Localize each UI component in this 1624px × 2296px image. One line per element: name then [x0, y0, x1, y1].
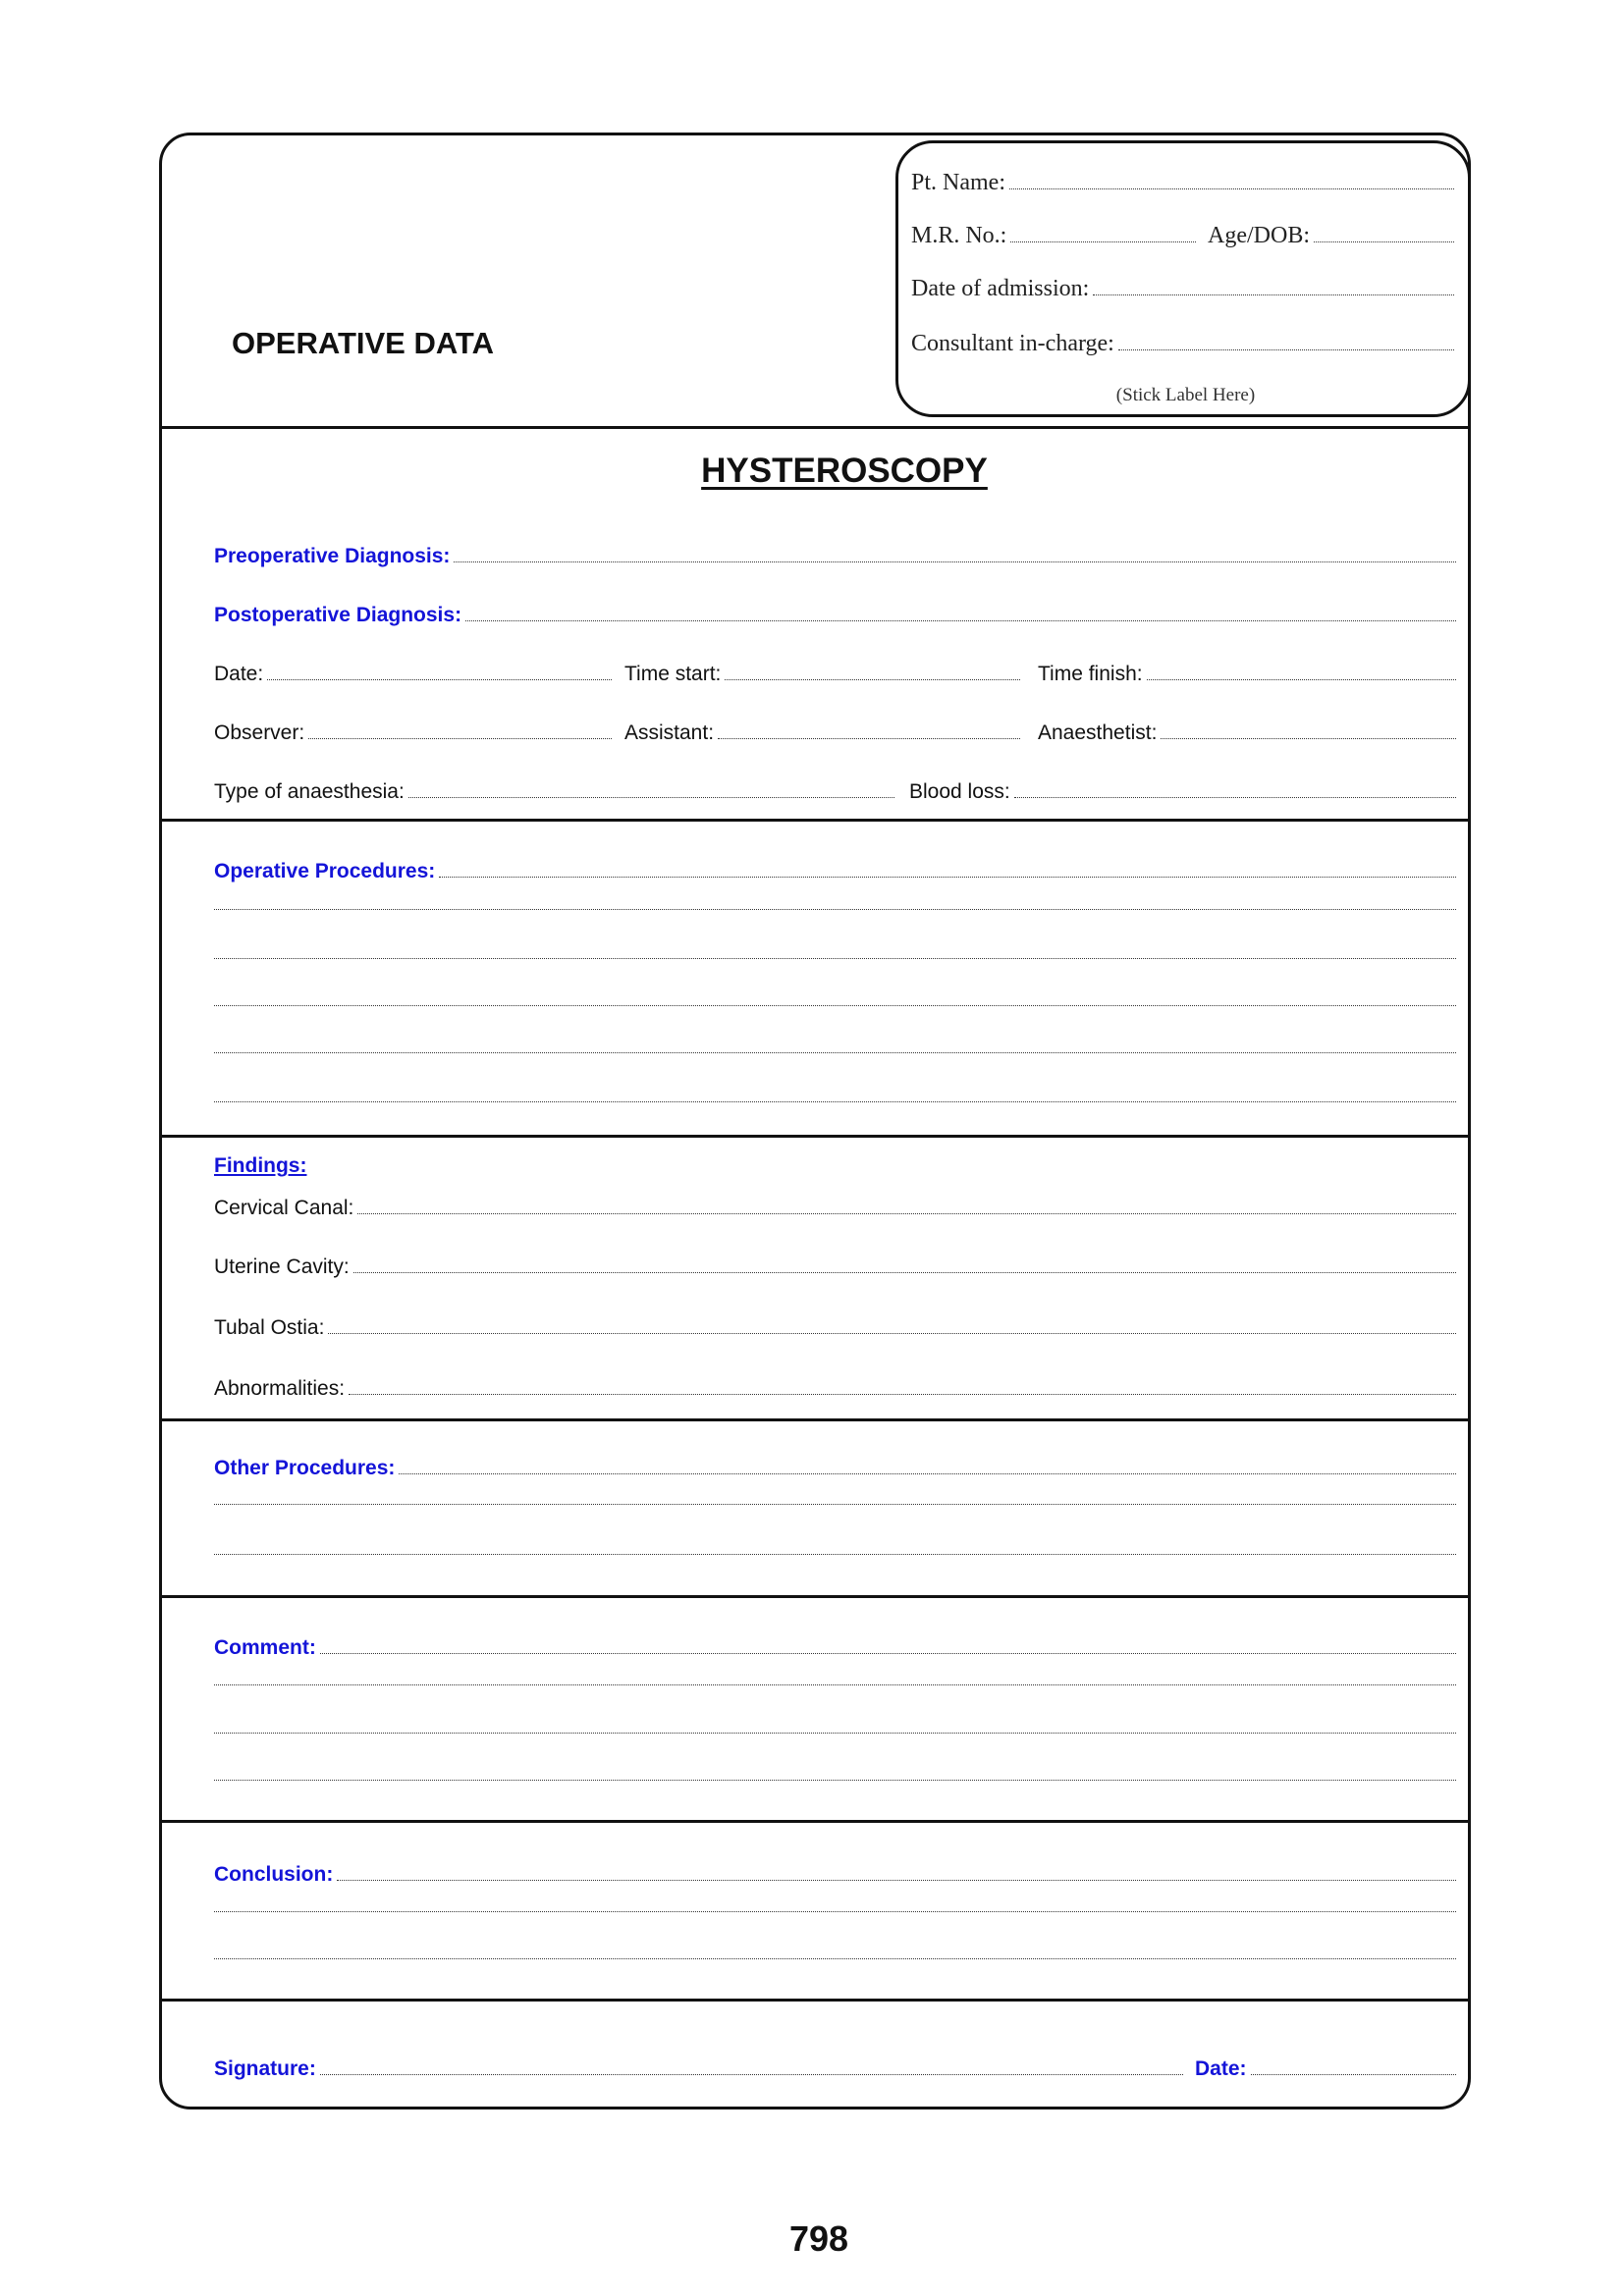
stick-label-note: (Stick Label Here): [1115, 385, 1256, 405]
operative-procedures-line[interactable]: [214, 1101, 1456, 1131]
divider: [159, 1418, 1471, 1421]
time-start-label: Time start:: [624, 663, 722, 685]
other-procedures-field[interactable]: [214, 1457, 1456, 1486]
divider: [159, 426, 1471, 429]
mr-no-field[interactable]: [911, 223, 1196, 252]
divider: [159, 1135, 1471, 1138]
other-procedures-label: Other Procedures:: [214, 1457, 396, 1479]
operative-procedures-label: Operative Procedures:: [214, 860, 436, 882]
uterine-cavity-label: Uterine Cavity:: [214, 1255, 350, 1278]
consultant-label: Consultant in-charge:: [911, 331, 1114, 356]
other-procedures-line[interactable]: [214, 1504, 1456, 1533]
operative-procedures-line[interactable]: [214, 958, 1456, 988]
type-of-anaesthesia-field[interactable]: [214, 780, 894, 810]
time-start-field[interactable]: [624, 663, 1020, 692]
operative-procedures-line[interactable]: [214, 1052, 1456, 1082]
divider: [159, 1595, 1471, 1598]
findings-heading: [214, 1154, 306, 1184]
cervical-canal-label: Cervical Canal:: [214, 1197, 354, 1219]
blood-loss-label: Blood loss:: [909, 780, 1010, 803]
comment-label: Comment:: [214, 1636, 316, 1659]
mr-no-label: M.R. No.:: [911, 223, 1007, 248]
comment-line[interactable]: [214, 1733, 1456, 1762]
comment-field[interactable]: [214, 1636, 1456, 1666]
consultant-field[interactable]: [911, 331, 1454, 360]
blood-loss-field[interactable]: [909, 780, 1456, 810]
anaesthetist-field[interactable]: [1038, 721, 1456, 751]
preoperative-diagnosis-field[interactable]: [214, 545, 1456, 574]
date-field[interactable]: [214, 663, 612, 692]
divider: [159, 819, 1471, 822]
signature-field[interactable]: [214, 2057, 1183, 2087]
preoperative-diagnosis-label: Preoperative Diagnosis:: [214, 545, 451, 567]
anaesthetist-label: Anaesthetist:: [1038, 721, 1158, 744]
age-dob-label: Age/DOB:: [1208, 223, 1310, 248]
conclusion-line[interactable]: [214, 1911, 1456, 1941]
time-finish-field[interactable]: [1038, 663, 1456, 692]
date-of-admission-field[interactable]: [911, 276, 1454, 305]
operative-procedures-field[interactable]: [214, 860, 1456, 889]
postoperative-diagnosis-field[interactable]: [214, 604, 1456, 633]
conclusion-line[interactable]: [214, 1958, 1456, 1988]
assistant-label: Assistant:: [624, 721, 715, 744]
observer-field[interactable]: [214, 721, 612, 751]
comment-line[interactable]: [214, 1780, 1456, 1809]
divider: [159, 1999, 1471, 2002]
observer-label: Observer:: [214, 721, 305, 744]
pt-name-field[interactable]: [911, 170, 1454, 199]
page-number: 798: [788, 2218, 849, 2259]
date-of-admission-label: Date of admission:: [911, 276, 1090, 301]
findings-label: Findings:: [214, 1154, 307, 1177]
tubal-ostia-label: Tubal Ostia:: [214, 1316, 325, 1339]
cervical-canal-field[interactable]: [214, 1197, 1456, 1226]
time-finish-label: Time finish:: [1038, 663, 1143, 685]
signature-date-field[interactable]: [1195, 2057, 1456, 2087]
age-dob-field[interactable]: [1208, 223, 1454, 252]
signature-label: Signature:: [214, 2057, 316, 2080]
uterine-cavity-field[interactable]: [214, 1255, 1456, 1285]
divider: [159, 1820, 1471, 1823]
conclusion-field[interactable]: [214, 1863, 1456, 1893]
abnormalities-label: Abnormalities:: [214, 1377, 346, 1400]
section-title: OPERATIVE DATA: [232, 326, 494, 360]
postoperative-diagnosis-label: Postoperative Diagnosis:: [214, 604, 462, 626]
assistant-field[interactable]: [624, 721, 1020, 751]
operative-procedures-line[interactable]: [214, 1005, 1456, 1035]
pt-name-label: Pt. Name:: [911, 170, 1005, 195]
type-of-anaesthesia-label: Type of anaesthesia:: [214, 780, 405, 803]
other-procedures-line[interactable]: [214, 1554, 1456, 1583]
date-label: Date:: [214, 663, 264, 685]
operative-procedures-line[interactable]: [214, 909, 1456, 938]
form-title: HYSTEROSCOPY: [701, 452, 988, 490]
conclusion-label: Conclusion:: [214, 1863, 334, 1886]
signature-date-label: Date:: [1195, 2057, 1247, 2080]
comment-line[interactable]: [214, 1684, 1456, 1714]
tubal-ostia-field[interactable]: [214, 1316, 1456, 1346]
abnormalities-field[interactable]: [214, 1377, 1456, 1407]
